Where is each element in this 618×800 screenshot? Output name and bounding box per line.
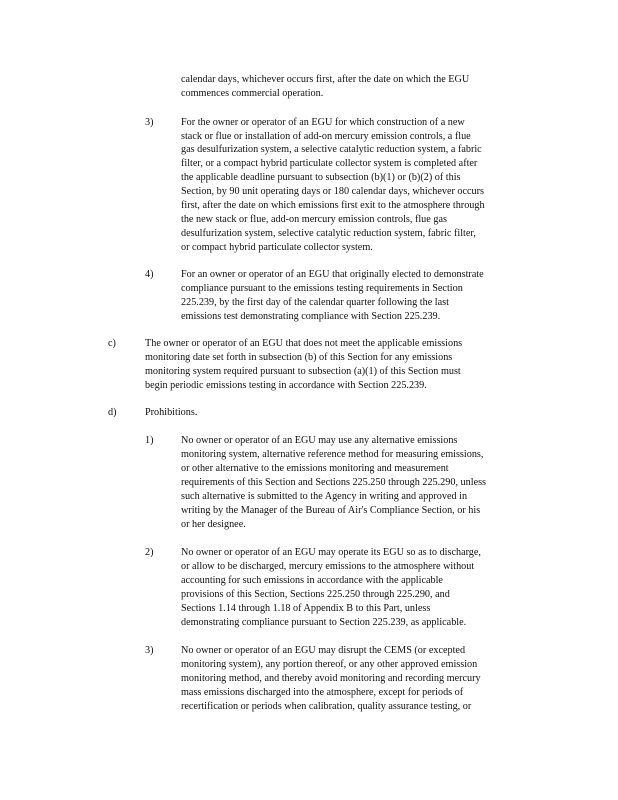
text-line: accounting for such emissions in accordance with the applicable [181,575,443,586]
item-label: 3) [145,117,154,128]
text-line: monitoring system), any portion thereof, or any other approved emission [181,659,478,670]
text-line: monitoring system, alternative reference method for measuring emissions, [181,449,484,460]
text-line: desulfurization system, selective catalytic reduction system, fabric filter, [181,228,476,239]
text-line: first, after the date on which emissions first exit to the atmosphere through [181,200,485,211]
text-line: or her designee. [181,519,246,530]
text-line: provisions of this Section, Sections 225.250 through 225.290, and [181,589,450,600]
text-line: Section, by 90 unit operating days or 180 calendar days, whichever occurs [181,186,484,197]
text-line: the applicable deadline pursuant to subsection (b)(1) or (b)(2) of this [181,172,461,183]
text-line: No owner or operator of an EGU may disrupt the CEMS (or excepted [181,645,466,656]
text-line: requirements of this Section and Sections 225.250 through 225.290, unless [181,477,487,488]
text-line: gas desulfurization system, a selective catalytic reduction system, a fabric [181,144,482,155]
item-label: 3) [145,645,154,656]
text-line: monitoring system required pursuant to subsection (a)(1) of this Section must [145,366,461,377]
text-line: Sections 1.14 through 1.18 of Appendix B to this Part, unless [181,603,431,614]
text-line: The owner or operator of an EGU that does not meet the applicable emissions [145,338,463,349]
text-line: 225.239, by the first day of the calendar quarter following the last [181,297,449,308]
item-label: 4) [145,269,154,280]
text-line: or allow to be discharged, mercury emissions to the atmosphere without [181,561,475,572]
item-label: 2) [145,547,154,558]
text-line: monitoring date set forth in subsection (b) of this Section for any emissions [145,352,453,363]
section-label: d) [108,407,117,418]
text-line: recertification or periods when calibration, quality assurance testing, or [181,701,472,712]
item-label: 1) [145,435,154,446]
text-line: filter, or a compact hybrid particulate collector system is completed after [181,158,478,169]
text-line: calendar days, whichever occurs first, after the date on which the EGU [181,74,470,85]
text-line: commences commercial operation. [181,88,324,99]
text-line: mass emissions discharged into the atmosphere, except for periods of [181,687,464,698]
text-line: begin periodic emissions testing in accordance with Section 225.239. [145,380,427,391]
text-line: emissions test demonstrating compliance with Section 225.239. [181,311,441,322]
text-line: monitoring method, and thereby avoid monitoring and recording mercury [181,673,481,684]
text-line: demonstrating compliance pursuant to Section 225.239, as applicable. [181,617,467,628]
text-line: For the owner or operator of an EGU for which construction of a new [181,117,465,128]
text-line: or other alternative to the emissions monitoring and measurement [181,463,449,474]
text-line: compliance pursuant to the emissions testing requirements in Section [181,283,463,294]
text-line: For an owner or operator of an EGU that originally elected to demonstrate [181,269,484,280]
text-line: such alternative is submitted to the Agency in writing and approved in [181,491,468,502]
section-heading: Prohibitions. [145,407,198,418]
text-line: No owner or operator of an EGU may operate its EGU so as to discharge, [181,547,481,558]
text-line: stack or flue or installation of add-on mercury emission controls, a flue [181,131,471,142]
text-line: No owner or operator of an EGU may use any alternative emissions [181,435,458,446]
text-line: writing by the Manager of the Bureau of Air's Compliance Section, or his [181,505,481,516]
text-line: or compact hybrid particulate collector system. [181,242,373,253]
section-label: c) [108,338,116,349]
text-line: the new stack or flue, add-on mercury emission controls, flue gas [181,214,447,225]
